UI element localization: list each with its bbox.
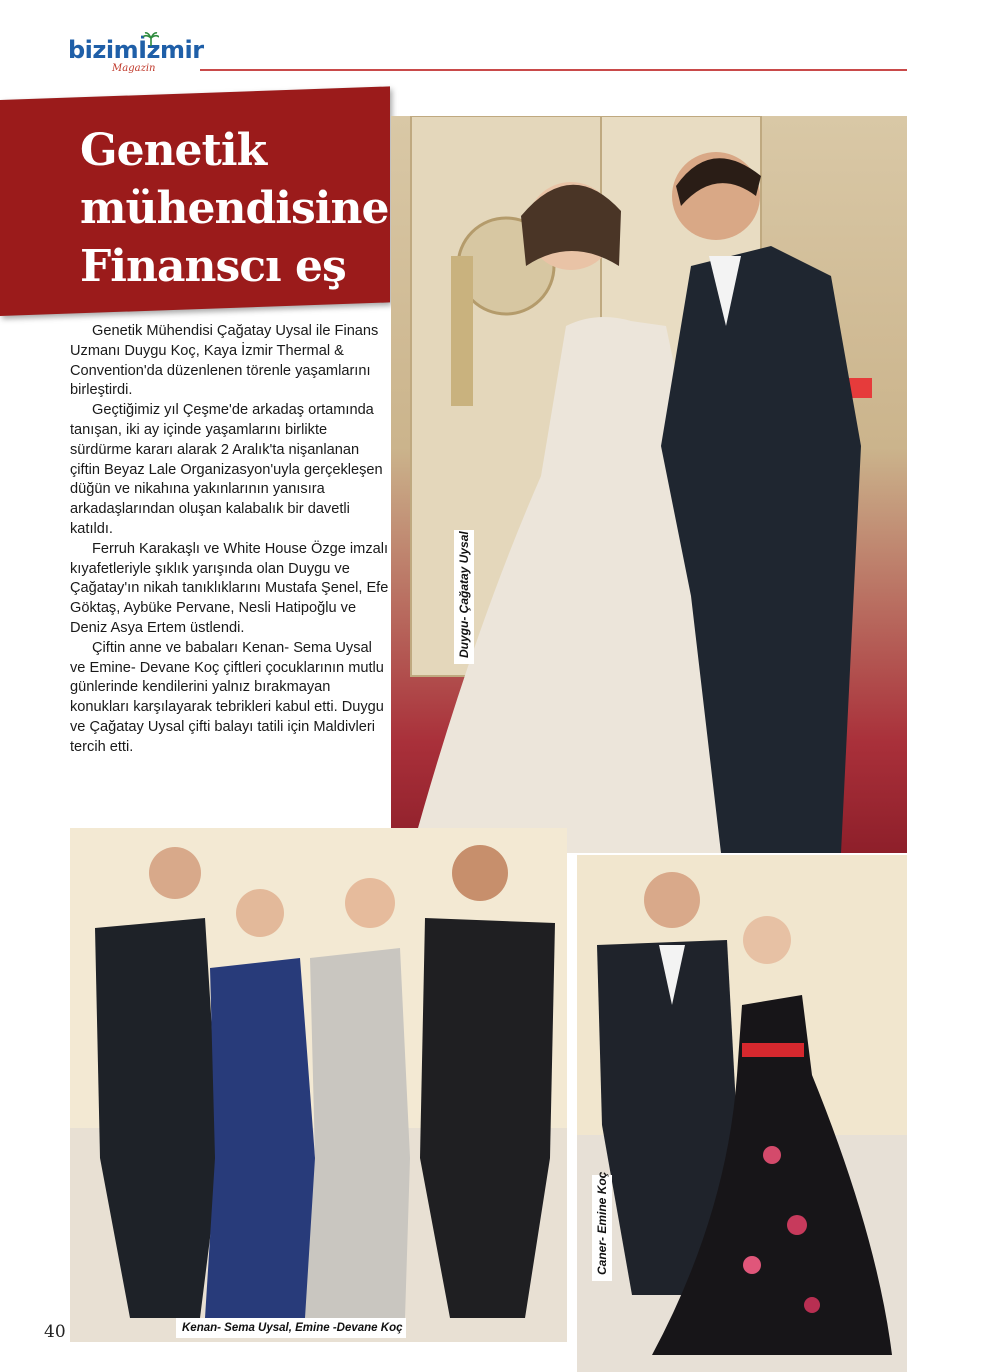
parents-photo: [70, 828, 567, 1342]
title-line: Finanscı eş: [80, 241, 346, 292]
magazine-logo[interactable]: [68, 36, 208, 80]
guests-photo-caption: Caner- Emine Koç: [592, 1175, 612, 1281]
parents-photo-caption: Kenan- Sema Uysal, Emine -Devane Koç: [176, 1318, 406, 1338]
parents-photo-illustration: [70, 828, 567, 1342]
logo-subtitle: Magazin: [112, 63, 156, 74]
title-line: mühendisine: [80, 183, 389, 234]
header-divider: [200, 69, 907, 71]
couple-photo: [391, 116, 907, 853]
couple-photo-illustration: [391, 116, 907, 853]
article-paragraph: Geçtiğimiz yıl Çeşme'de arkadaş ortamında tanışan, iki ay içinde yaşamlarını birlikte sürdürme kararı alarak 2 Aralık'ta nişanlanan çiftin Beyaz Lale Organizasyon'uyla gerçekleşen düğün ve nikahına yakınlarının yanısıra arkadaşlarından oluşan kalabalık bir davetli katıldı.: [70, 402, 383, 537]
article-paragraph: Çiftin anne ve babaları Kenan- Sema Uysal ve Emine- Devane Koç çiftleri çocuklarının mutlu günlerinde kendilerini yalnız bırakmayan konukları karşılayarak tebrikleri kabul etti. Duygu ve Çağatay Uysal çifti balayı tatili için Maldivleri tercih etti.: [70, 639, 384, 755]
guests-photo: [577, 855, 907, 1372]
palm-tree-icon: [143, 32, 159, 46]
article-body: [70, 322, 390, 758]
title-line: Genetik: [80, 125, 267, 176]
main-photo-caption: Duygu- Çağatay Uysal: [454, 530, 474, 664]
article-paragraph: Genetik Mühendisi Çağatay Uysal ile Finans Uzmanı Duygu Koç, Kaya İzmir Thermal & Convention'da düzenlenen törenle yaşamlarını birleştirdi.: [70, 323, 379, 399]
article-title: [80, 122, 389, 296]
article-paragraph: Ferruh Karakaşlı ve White House Özge imzalı kıyafetleriyle şıklık yarışında olan Duygu ve Çağatay'ın nikah tanıklıklarını Mustafa Şenel, Efe Göktaş, Aybüke Pervane, Nesli Hatipoğlu ve Deniz Asya Ertem üstlendi.: [70, 540, 389, 636]
guests-photo-illustration: [577, 855, 907, 1372]
logo-wordmark: bizimİzmir: [68, 36, 204, 64]
page-number: 40: [44, 1322, 66, 1342]
